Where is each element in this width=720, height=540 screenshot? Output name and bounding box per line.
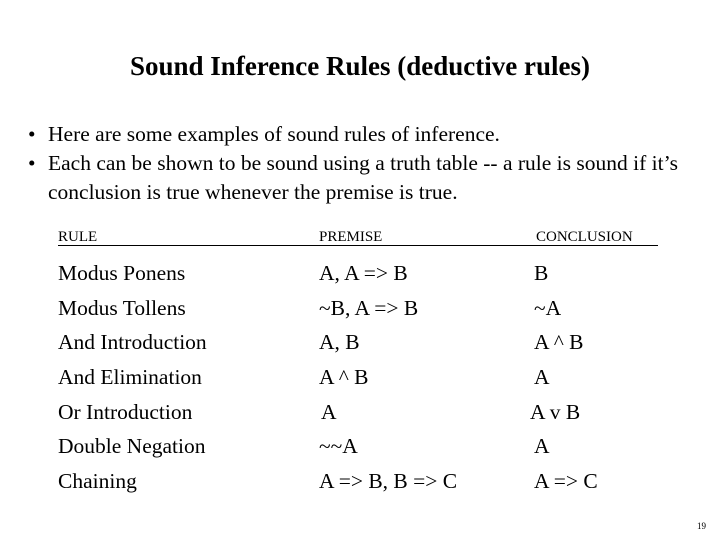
header-rule: RULE bbox=[58, 229, 98, 245]
table-row bbox=[58, 291, 678, 326]
page-number: 19 bbox=[697, 521, 706, 531]
bullet-symbol: • bbox=[28, 151, 36, 175]
cell-conclusion: A ^ B bbox=[534, 330, 584, 355]
table-row bbox=[58, 325, 678, 360]
cell-conclusion: A bbox=[534, 365, 550, 390]
slide-title: Sound Inference Rules (deductive rules) bbox=[129, 51, 590, 81]
cell-rule: And Elimination bbox=[58, 365, 202, 390]
table-row bbox=[58, 395, 678, 430]
cell-conclusion: A => C bbox=[534, 469, 598, 494]
header-conclusion: CONCLUSION bbox=[536, 229, 633, 245]
bullet-list bbox=[28, 120, 708, 207]
cell-premise: ~~A bbox=[319, 434, 358, 459]
table-body bbox=[58, 256, 678, 499]
cell-rule: And Introduction bbox=[58, 330, 207, 355]
bullet-text: Each can be shown to be sound using a truth table -- a rule is sound if it’s conclusion is true whenever the premise is true. bbox=[48, 151, 678, 204]
header-underline bbox=[58, 245, 658, 246]
inference-rules-table bbox=[58, 226, 678, 499]
cell-rule: Modus Tollens bbox=[58, 295, 186, 320]
cell-premise: A, A => B bbox=[319, 261, 408, 285]
cell-conclusion: ~A bbox=[534, 295, 562, 320]
cell-conclusion: B bbox=[534, 261, 549, 285]
cell-rule: Double Negation bbox=[58, 434, 206, 459]
cell-premise: ~B, A => B bbox=[319, 295, 419, 320]
cell-conclusion: A v B bbox=[530, 399, 581, 424]
cell-rule: Chaining bbox=[58, 469, 137, 494]
table-header-row bbox=[58, 226, 678, 248]
bullet-item bbox=[28, 120, 708, 149]
table-row bbox=[58, 256, 678, 291]
bullet-text: Here are some examples of sound rules of inference. bbox=[48, 122, 500, 146]
cell-premise: A bbox=[321, 399, 337, 424]
cell-premise: A ^ B bbox=[319, 365, 369, 390]
cell-premise: A, B bbox=[319, 330, 360, 355]
table-row bbox=[58, 464, 678, 499]
cell-premise: A => B, B => C bbox=[319, 469, 458, 494]
header-premise: PREMISE bbox=[319, 229, 383, 245]
bullet-item bbox=[28, 149, 708, 207]
cell-conclusion: A bbox=[534, 434, 550, 459]
cell-rule: Or Introduction bbox=[58, 399, 193, 424]
bullet-symbol: • bbox=[28, 122, 36, 146]
table-row bbox=[58, 360, 678, 395]
table-row bbox=[58, 429, 678, 464]
cell-rule: Modus Ponens bbox=[58, 261, 186, 285]
